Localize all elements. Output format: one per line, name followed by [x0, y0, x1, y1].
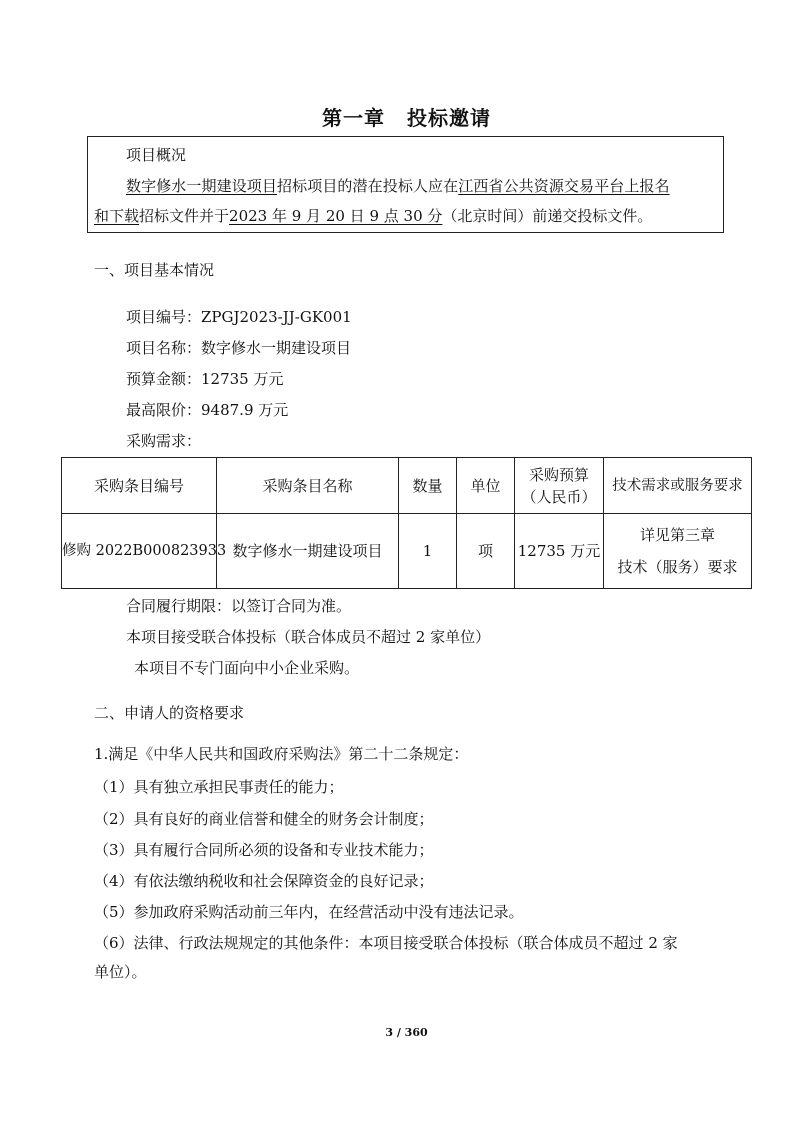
header-requirements: 技术需求或服务要求 — [604, 458, 752, 514]
cell-quantity: 1 — [399, 514, 457, 589]
overview-deadline: 2023 年 9 月 20 日 9 点 30 分 — [229, 207, 443, 225]
procurement-table — [61, 457, 752, 589]
qualification-item-1: 1.满足《中华人民共和国政府采购法》第二十二条规定： — [94, 745, 469, 763]
qualification-sub-6: （6）法律、行政法规规定的其他条件：本项目接受联合体投标（联合体成员不超过 2 家 — [94, 934, 678, 952]
cell-requirements: 详见第三章 技术（服务）要求 — [604, 514, 752, 589]
qualification-sub-1: （1）具有独立承担民事责任的能力； — [94, 778, 344, 796]
overview-project-name: 数字修水一期建设项目 — [126, 177, 278, 195]
cell-budget: 12735 万元 — [515, 514, 604, 589]
consortium-note: 本项目接受联合体投标（联合体成员不超过 2 家单位） — [126, 628, 491, 646]
sme-note: 本项目不专门面向中小企业采购。 — [134, 659, 360, 677]
overview-paragraph-line1: 数字修水一期建设项目招标项目的潜在投标人应在江西省公共资源交易平台上报名 — [126, 177, 670, 195]
chapter-number: 第一章 — [322, 106, 385, 130]
contract-term: 合同履行期限：以签订合同为准。 — [126, 597, 352, 615]
cell-item-code: 修购 2022B000823933 — [62, 514, 217, 589]
cell-unit: 项 — [457, 514, 515, 589]
header-unit: 单位 — [457, 458, 515, 514]
overview-paragraph-line2: 和下载招标文件并于2023 年 9 月 20 日 9 点 30 分（北京时间）前递交投标文件。 — [94, 207, 653, 225]
qualification-sub-6-cont: 单位）。 — [94, 963, 147, 981]
qualification-sub-5: （5）参加政府采购活动前三年内，在经营活动中没有违法记录。 — [94, 903, 524, 921]
project-number: 项目编号：ZPGJ2023-JJ-GK001 — [126, 308, 352, 326]
qualification-sub-3: （3）具有履行合同所必须的设备和专业技术能力； — [94, 841, 434, 859]
demand-label: 采购需求： — [126, 432, 202, 450]
overview-platform: 江西省公共资源交易平台上报名 — [458, 177, 670, 195]
table-row — [62, 514, 752, 589]
project-name: 项目名称：数字修水一期建设项目 — [126, 339, 352, 357]
qualification-sub-2: （2）具有良好的商业信誉和健全的财务会计制度； — [94, 810, 434, 828]
overview-heading: 项目概况 — [126, 146, 187, 164]
header-item-name: 采购条目名称 — [217, 458, 399, 514]
section1-heading: 一、项目基本情况 — [94, 261, 215, 279]
qualification-sub-4: （4）有依法缴纳税收和社会保障资金的良好记录； — [94, 872, 434, 890]
max-price: 最高限价：9487.9 万元 — [126, 401, 289, 419]
page-number: 3 / 360 — [385, 1026, 428, 1039]
cell-item-name: 数字修水一期建设项目 — [217, 514, 399, 589]
section2-heading: 二、申请人的资格要求 — [94, 704, 245, 722]
chapter-title — [0, 102, 793, 131]
header-budget: 采购预算 （人民币） — [515, 458, 604, 514]
table-header-row — [62, 458, 752, 514]
chapter-name: 投标邀请 — [407, 106, 491, 130]
header-quantity: 数量 — [399, 458, 457, 514]
budget-amount: 预算金额：12735 万元 — [126, 370, 284, 388]
header-item-code: 采购条目编号 — [62, 458, 217, 514]
